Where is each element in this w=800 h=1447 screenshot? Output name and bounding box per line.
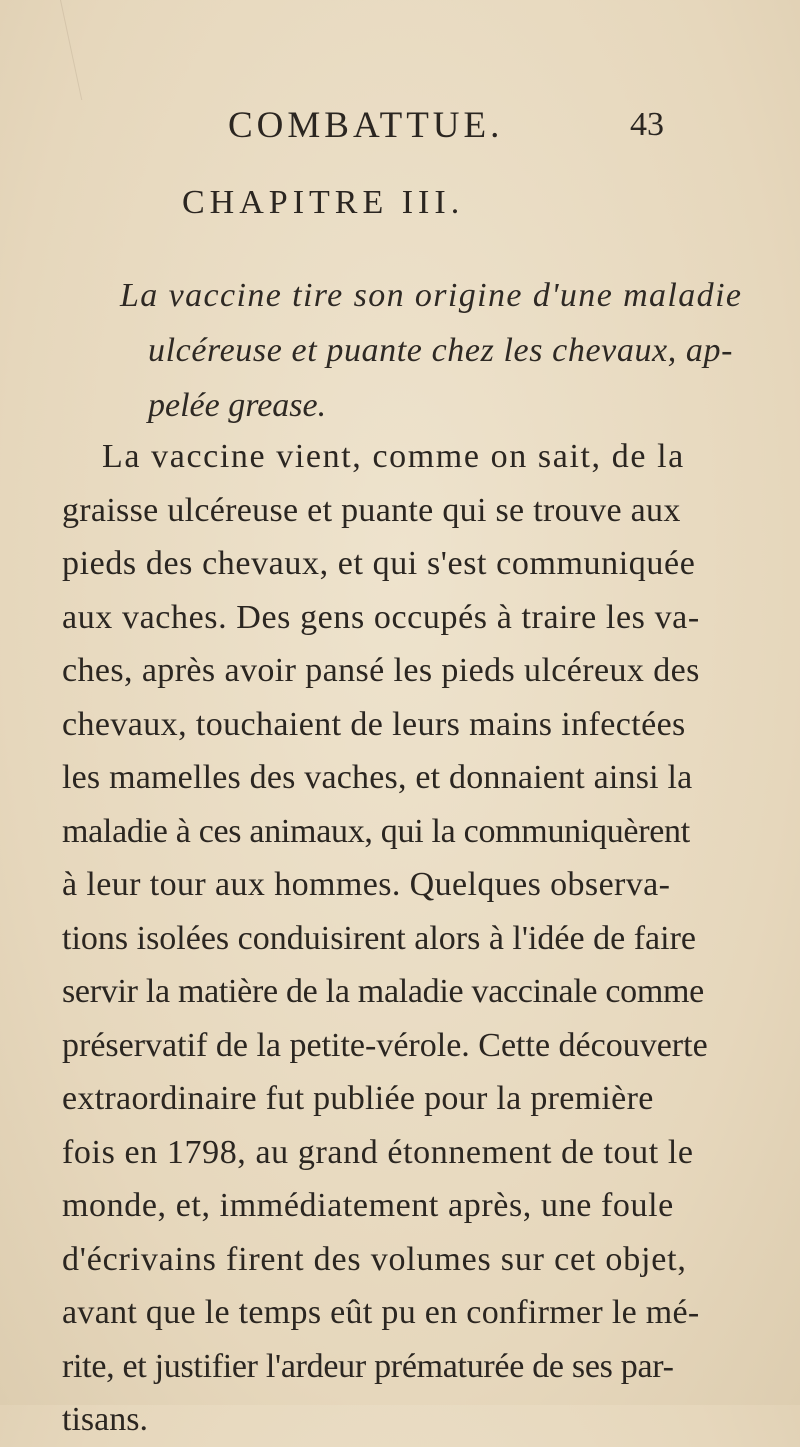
chapter-title: CHAPITRE III. bbox=[182, 184, 465, 221]
body-line: graisse ulcéreuse et puante qui se trouve aux bbox=[62, 491, 681, 529]
body-line: extraordinaire fut publiée pour la première bbox=[62, 1080, 654, 1117]
body-line: chevaux, touchaient de leurs mains infectées bbox=[62, 705, 686, 743]
body-line: préservatif de la petite-vérole. Cette découverte bbox=[62, 1026, 708, 1064]
summary-line: pelée grease. bbox=[148, 387, 327, 424]
body-line: fois en 1798, au grand étonnement de tout le bbox=[62, 1133, 694, 1171]
body-line: maladie à ces animaux, qui la communiquèrent bbox=[62, 812, 690, 850]
body-line: monde, et, immédiatement après, une foule bbox=[62, 1187, 674, 1224]
body-line: ches, après avoir pansé les pieds ulcéreux des bbox=[62, 652, 700, 689]
body-line: rite, et justifier l'ardeur prématurée de ses par- bbox=[62, 1347, 674, 1385]
summary-line: La vaccine tire son origine d'une maladie bbox=[120, 277, 743, 314]
body-line: les mamelles des vaches, et donnaient ainsi la bbox=[62, 759, 693, 796]
body-line: La vaccine vient, comme on sait, de la bbox=[102, 438, 685, 475]
body-line: pieds des chevaux, et qui s'est communiquée bbox=[62, 545, 696, 582]
body-line: servir la matière de la maladie vaccinale comme bbox=[62, 973, 704, 1010]
body-line: tisans. bbox=[62, 1401, 148, 1438]
running-head bbox=[0, 104, 800, 164]
body-paragraph bbox=[62, 430, 742, 1447]
page-number: 43 bbox=[630, 106, 664, 143]
body-line: à leur tour aux hommes. Quelques observa- bbox=[62, 866, 671, 903]
running-title: COMBATTUE. bbox=[228, 105, 504, 146]
summary-line: ulcéreuse et puante chez les chevaux, ap- bbox=[148, 332, 734, 369]
body-line: tions isolées conduisirent alors à l'idée de faire bbox=[62, 919, 696, 957]
page-fold-shadow bbox=[0, 0, 82, 100]
body-line: avant que le temps eût pu en confirmer le mé- bbox=[62, 1294, 700, 1331]
chapter-summary bbox=[120, 268, 743, 433]
body-line: d'écrivains firent des volumes sur cet objet, bbox=[62, 1240, 687, 1278]
body-line: aux vaches. Des gens occupés à traire les va- bbox=[62, 598, 700, 636]
